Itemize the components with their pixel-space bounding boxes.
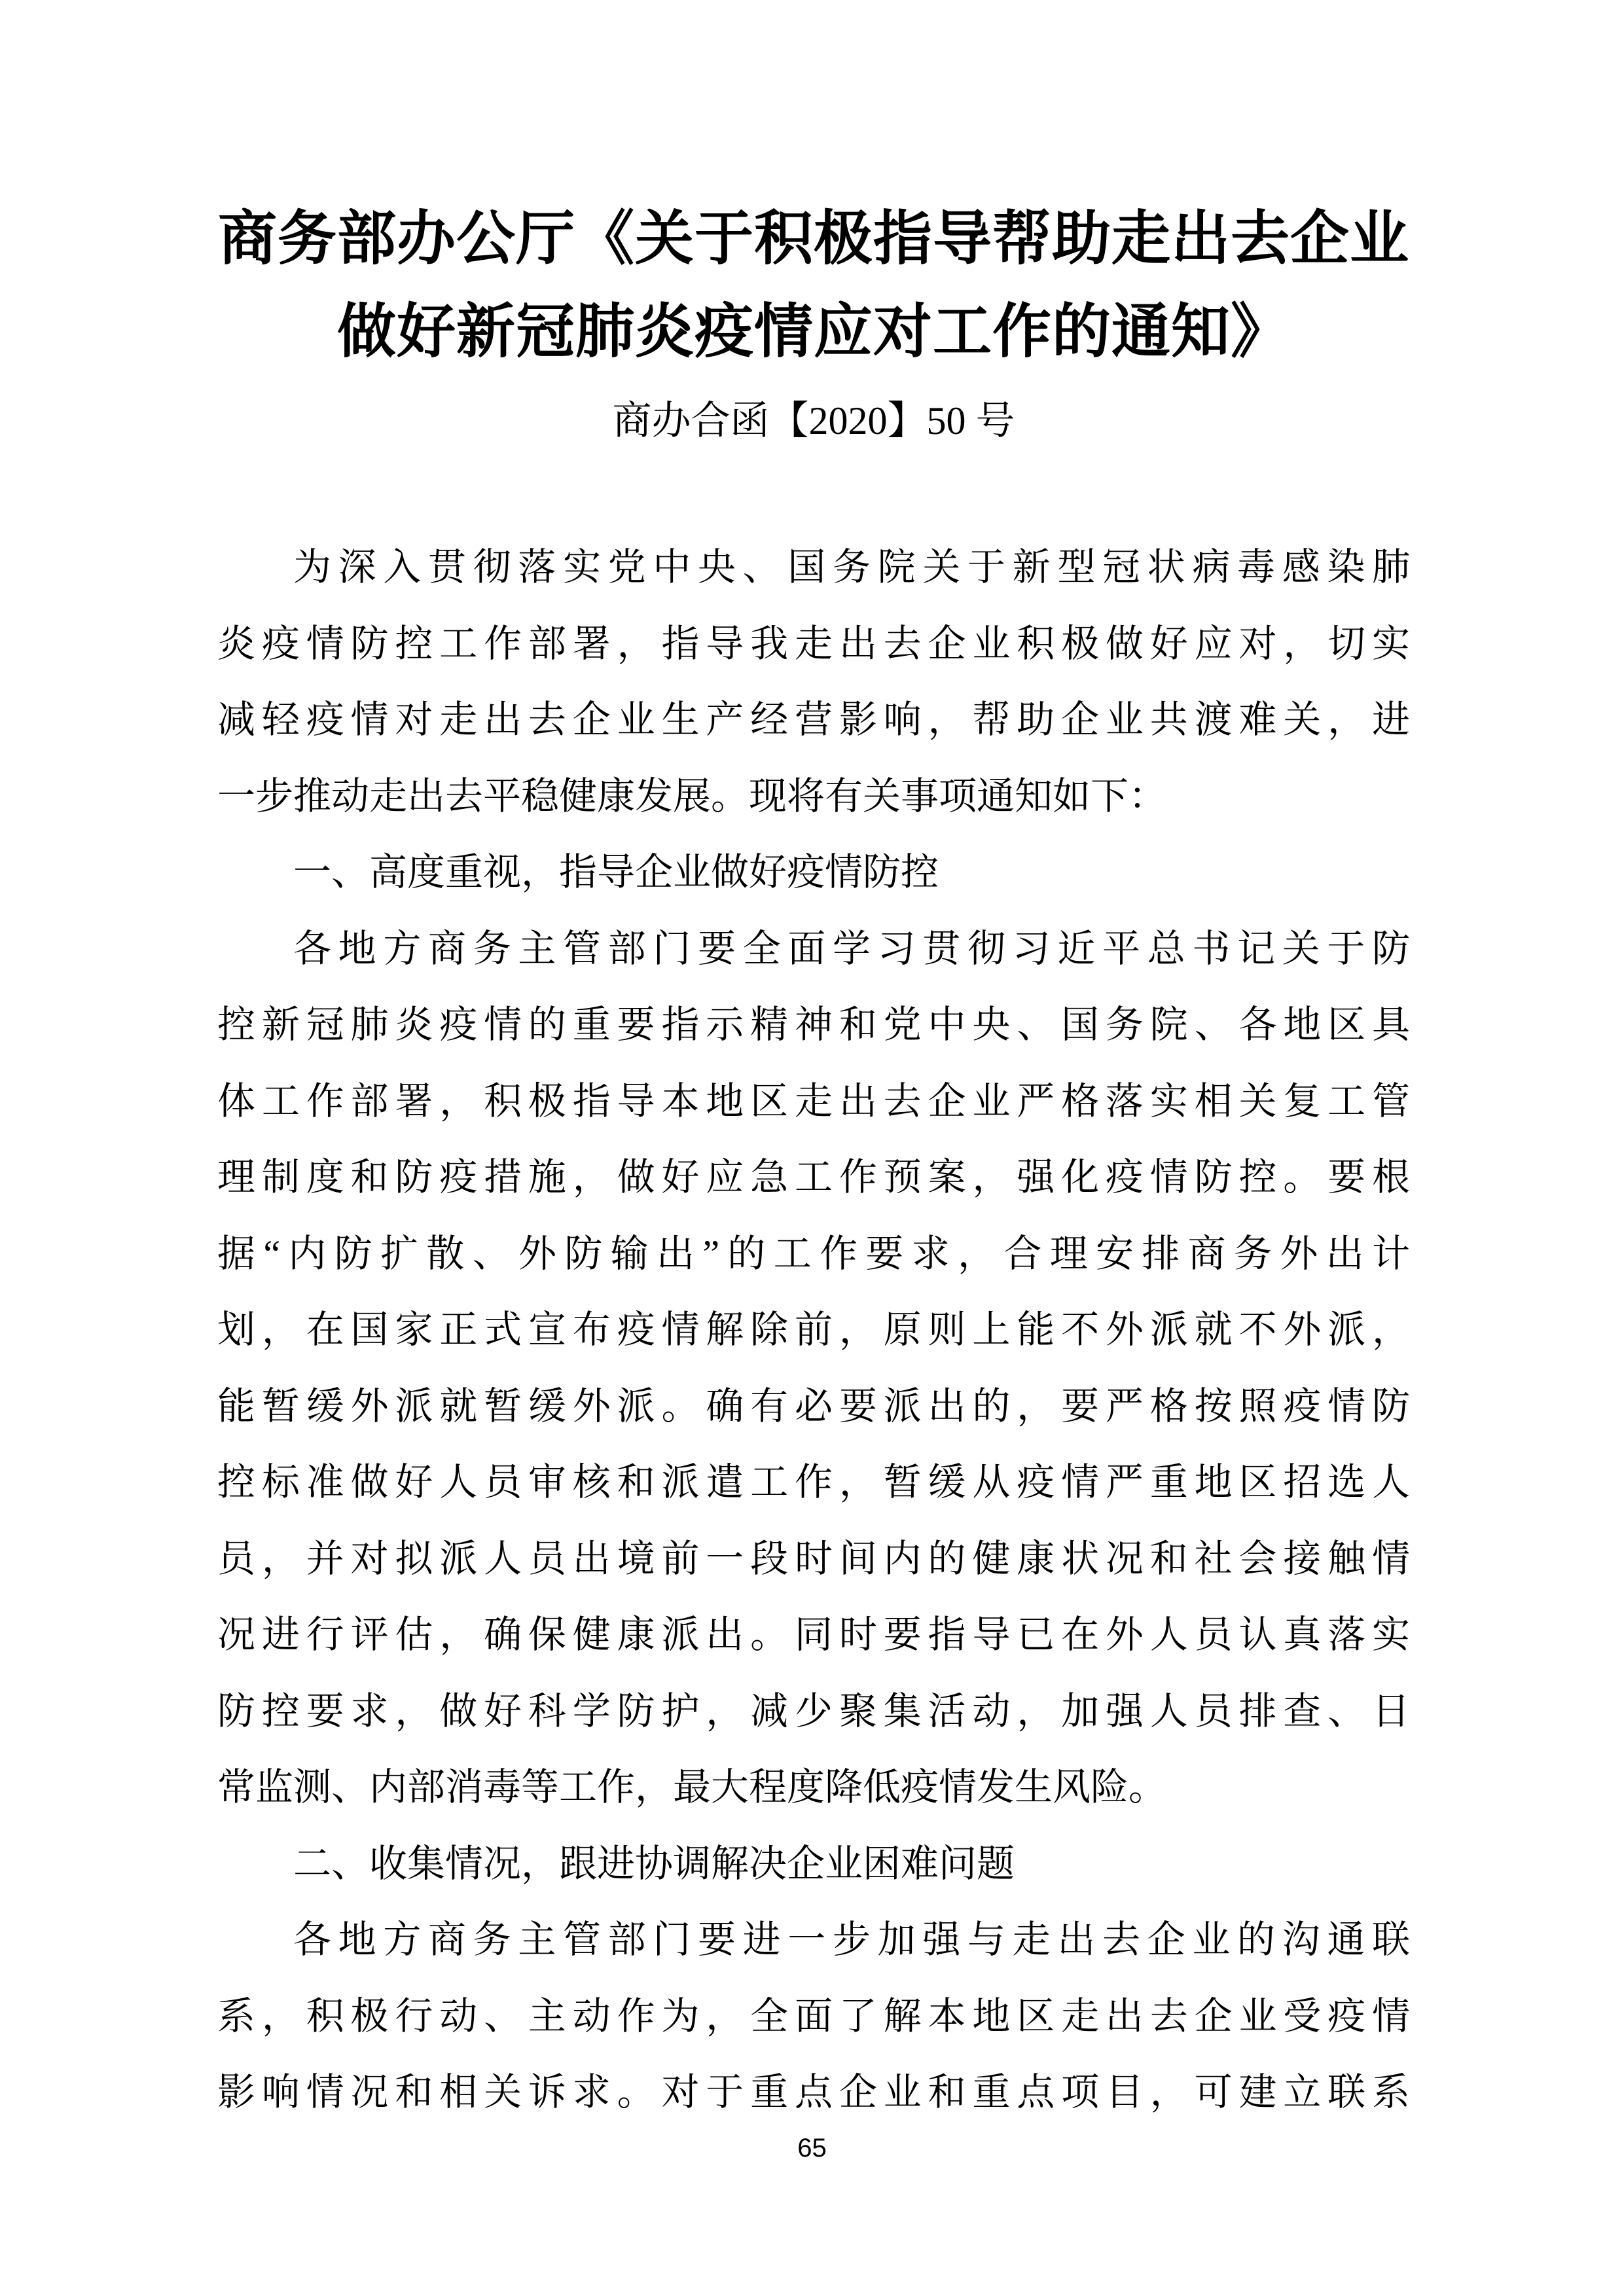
title-line-2: 做好新冠肺炎疫情应对工作的通知》 (337, 300, 1290, 365)
body-line: 各地方商务主管部门要进一步加强与走出去企业的沟通联 (293, 1918, 1410, 1961)
body-lines (217, 529, 1410, 2131)
body-line: 能暂缓外派就暂缓外派。确有必要派出的，要严格按照疫情防 (217, 1384, 1410, 1427)
body-line: 据“内防扩散、外防输出”的工作要求，合理安排商务外出计 (217, 1232, 1410, 1275)
body-line: 防控要求，做好科学防护，减少聚集活动，加强人员排查、日 (217, 1689, 1410, 1732)
title-line-1: 商务部办公厅《关于积极指导帮助走出去企业 (218, 207, 1409, 272)
body-line: 常监测、内部消毒等工作，最大程度降低疫情发生风险。 (217, 1766, 1167, 1808)
section-heading: 一、高度重视，指导企业做好疫情防控 (293, 851, 939, 893)
document-content (217, 0, 1410, 2131)
body-line: 控新冠肺炎疫情的重要指示精神和党中央、国务院、各地区具 (217, 1003, 1410, 1046)
body-line: 影响情况和相关诉求。对于重点企业和重点项目，可建立联系 (217, 2071, 1410, 2113)
body-line: 为深入贯彻落实党中央、国务院关于新型冠状病毒感染肺 (293, 546, 1410, 588)
body-line: 体工作部署，积极指导本地区走出去企业严格落实相关复工管 (217, 1079, 1410, 1122)
body-line: 控标准做好人员审核和派遣工作，暂缓从疫情严重地区招选人 (217, 1461, 1410, 1503)
body-line: 划，在国家正式宣布疫情解除前，原则上能不外派就不外派， (217, 1308, 1410, 1351)
body-line: 炎疫情防控工作部署，指导我走出去企业积极做好应对，切实 (217, 622, 1410, 665)
body-line: 理制度和防疫措施，做好应急工作预案，强化疫情防控。要根 (217, 1156, 1410, 1198)
document-number: 商办合函【2020】50 号 (612, 399, 1015, 442)
body-line: 一步推动走出去平稳健康发展。现将有关事项通知如下： (217, 774, 1167, 817)
document-title (217, 193, 1410, 379)
section-heading: 二、收集情况，跟进协调解决企业困难问题 (293, 1842, 1015, 1885)
body-line: 减轻疫情对走出去企业生产经营影响，帮助企业共渡难关，进 (217, 698, 1410, 741)
body-line: 系，积极行动、主动作为，全面了解本地区走出去企业受疫情 (217, 1994, 1410, 2037)
body-line: 员，并对拟派人员出境前一段时间内的健康状况和社会接触情 (217, 1537, 1410, 1580)
page-number: 65 (797, 2134, 827, 2162)
body-line: 况进行评估，确保健康派出。同时要指导已在外人员认真落实 (217, 1613, 1410, 1656)
body-line: 各地方商务主管部门要全面学习贯彻习近平总书记关于防 (293, 927, 1410, 970)
